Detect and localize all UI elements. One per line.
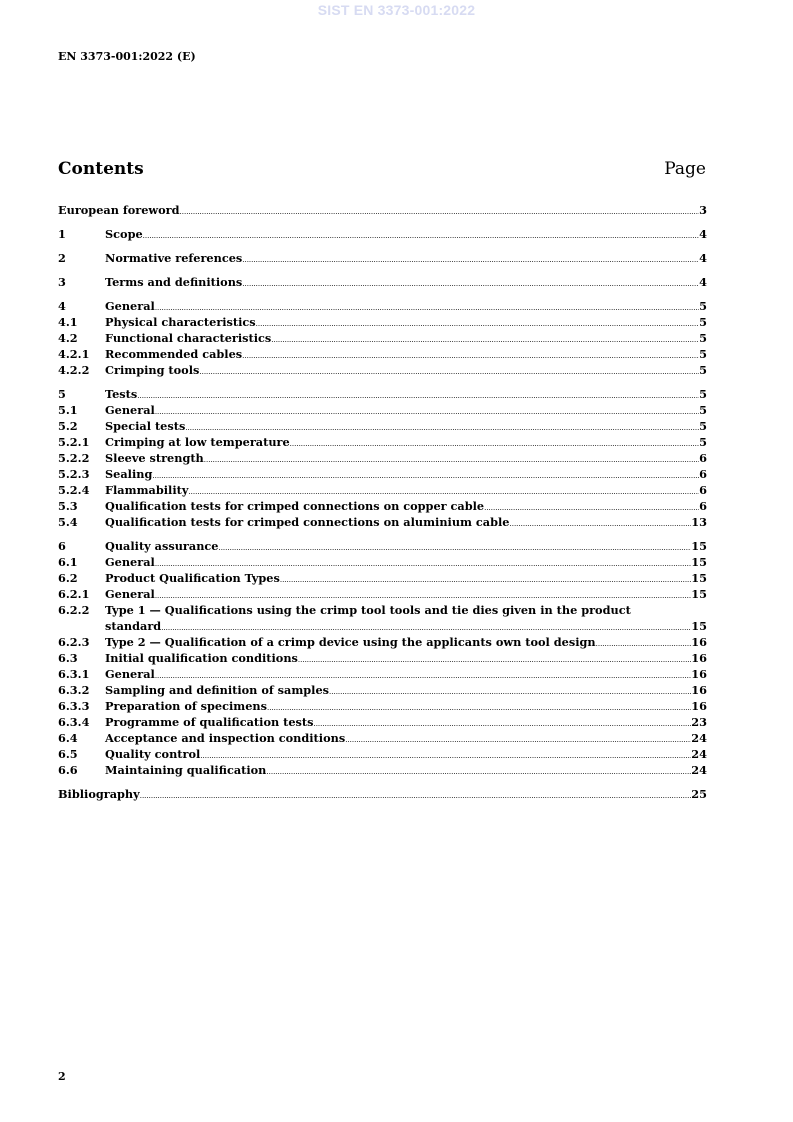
toc-entry-scope[interactable] [58,226,707,242]
toc-entry-number: 6.2.3 [58,635,90,649]
toc-entry-page: 5 [699,403,707,417]
table-of-contents [58,202,707,802]
watermark: SIST EN 3373-001:2022 [317,2,476,18]
toc-entry-number: 6.5 [58,747,78,761]
toc-entry-page: 15 [691,619,707,633]
toc-entry-page: 16 [691,651,707,665]
toc-entry-title: Acceptance and inspection conditions [105,731,346,745]
toc-entry-number: 5.4 [58,515,78,529]
toc-entry-title: Sampling and definition of samples [105,683,330,697]
toc-entry-page: 4 [699,275,707,289]
toc-entry-page: 16 [691,635,707,649]
toc-entry-title: General [105,667,155,681]
toc-entry-title: Quality assurance [105,539,219,553]
toc-entry-page: 5 [699,387,707,401]
leader-dots [266,762,691,780]
leader-dots [510,514,692,532]
toc-entry-programme-of-tests[interactable] [58,714,707,730]
toc-entry-sealing[interactable] [58,466,707,482]
toc-entry-qualification-aluminium[interactable] [58,514,707,530]
toc-entry-page: 5 [699,363,707,377]
toc-entry-page: 6 [699,467,707,481]
page-column-label: Page [664,159,706,179]
toc-entry-number: 5.2 [58,419,78,433]
contents-title: Contents [58,159,144,179]
toc-entry-title: Maintaining qualification [105,763,267,777]
toc-entry-page: 15 [691,555,707,569]
toc-entry-number: 5.3 [58,499,78,513]
toc-entry-initial-qualification-conditions[interactable] [58,650,707,666]
toc-entry-title: Recommended cables [105,347,243,361]
toc-entry-title: Type 2 — Qualification of a crimp device using the applicants own tool design [105,635,596,649]
toc-entry-number: 6.2 [58,571,78,585]
toc-entry-page: 25 [691,787,707,801]
toc-entry-number: 2 [58,251,66,265]
toc-entry-number: 6.3.3 [58,699,90,713]
toc-entry-title: Physical characteristics [105,315,256,329]
toc-entry-bibliography[interactable] [58,786,707,802]
toc-entry-number: 5 [58,387,66,401]
toc-entry-page: 6 [699,451,707,465]
toc-entry-number: 6.3.1 [58,667,90,681]
toc-entry-number: 6 [58,539,66,553]
toc-entry-title: Preparation of specimens [105,699,267,713]
toc-entry-number: 6.3 [58,651,78,665]
toc-entry-number: 5.2.2 [58,451,90,465]
toc-entry-page: 5 [699,315,707,329]
toc-entry-sampling[interactable] [58,682,707,698]
toc-entry-number: 4.2.2 [58,363,90,377]
toc-entry-crimping-tools[interactable] [58,362,707,378]
toc-entry-quality-assurance[interactable] [58,538,707,554]
toc-entry-sleeve-strength[interactable] [58,450,707,466]
toc-entry-page: 5 [699,299,707,313]
toc-entry-title: General [105,555,155,569]
toc-entry-page: 13 [691,515,707,529]
toc-entry-title: Crimping tools [105,363,200,377]
leader-dots [242,274,699,292]
toc-entry-recommended-cables[interactable] [58,346,707,362]
toc-entry-title: Special tests [105,419,186,433]
toc-entry-title: Bibliography [58,787,140,801]
leader-dots [242,250,699,268]
toc-entry-title: Sealing [105,467,153,481]
toc-entry-title: Qualification tests for crimped connections on aluminium cable [105,515,510,529]
toc-entry-title: Type 1 — Qualifications using the crimp tool tools and tie dies given in the product [105,603,631,617]
leader-dots [199,362,699,380]
toc-entry-number: 6.1 [58,555,78,569]
toc-entry-title: European foreword [58,203,180,217]
toc-entry-page: 24 [691,731,707,745]
toc-entry-acceptance-inspection[interactable] [58,730,707,746]
toc-entry-page: 16 [691,699,707,713]
toc-entry-number: 1 [58,227,66,241]
toc-entry-page: 24 [691,763,707,777]
toc-entry-page: 6 [699,483,707,497]
toc-entry-physical-characteristics[interactable] [58,314,707,330]
toc-entry-number: 3 [58,275,66,289]
toc-entry-title: Flammability [105,483,189,497]
toc-entry-title: Crimping at low temperature [105,435,290,449]
toc-entry-tests[interactable] [58,386,707,402]
toc-entry-number: 5.2.4 [58,483,90,497]
toc-entry-title: Qualification tests for crimped connections on copper cable [105,499,485,513]
toc-entry-type-1-qualifications[interactable] [58,602,707,634]
toc-entry-product-qualification-types[interactable] [58,570,707,586]
toc-entry-number: 4.2.1 [58,347,90,361]
toc-entry-title: General [105,403,155,417]
toc-entry-page: 5 [699,435,707,449]
toc-entry-title: Normative references [105,251,243,265]
toc-entry-number: 4 [58,299,66,313]
toc-entry-page: 15 [691,587,707,601]
toc-entry-number: 5.1 [58,403,78,417]
toc-entry-special-tests[interactable] [58,418,707,434]
toc-entry-title: Quality control [105,747,201,761]
leader-dots [143,226,699,244]
toc-entry-number: 6.3.2 [58,683,90,697]
toc-entry-title: Sleeve strength [105,451,204,465]
toc-entry-page: 15 [691,571,707,585]
toc-entry-title: Product Qualification Types [105,571,280,585]
toc-entry-title: General [105,299,155,313]
toc-entry-page: 16 [691,667,707,681]
toc-entry-page: 5 [699,347,707,361]
leader-dots [140,786,692,804]
toc-entry-page: 4 [699,227,707,241]
toc-entry-pqt-general[interactable] [58,586,707,602]
toc-entry-number: 5.2.3 [58,467,90,481]
document-id: EN 3373-001:2022 (E) [58,50,196,63]
toc-entry-title: General [105,587,155,601]
toc-entry-number: 4.2 [58,331,78,345]
toc-entry-number: 6.2.2 [58,603,90,617]
toc-entry-page: 23 [691,715,707,729]
toc-entry-page: 24 [691,747,707,761]
toc-entry-page: 6 [699,499,707,513]
toc-entry-title: Terms and definitions [105,275,243,289]
toc-entry-type-2-qualification[interactable] [58,634,707,650]
toc-entry-number: 6.6 [58,763,78,777]
toc-entry-maintaining-qualification[interactable] [58,762,707,778]
toc-entry-page: 4 [699,251,707,265]
toc-entry-number: 6.4 [58,731,78,745]
toc-entry-quality-control[interactable] [58,746,707,762]
toc-entry-number: 6.2.1 [58,587,90,601]
toc-entry-page: 15 [691,539,707,553]
leader-dots [180,202,700,220]
toc-entry-page: 3 [699,203,707,217]
toc-entry-number: 6.3.4 [58,715,90,729]
toc-entry-qualification-copper[interactable] [58,498,707,514]
toc-entry-number: 4.1 [58,315,78,329]
toc-entry-crimping-low-temperature[interactable] [58,434,707,450]
toc-entry-page: 16 [691,683,707,697]
toc-entry-page: 5 [699,331,707,345]
toc-entry-european-foreword[interactable] [58,202,707,218]
toc-entry-qa-general[interactable] [58,554,707,570]
toc-entry-title: Initial qualification conditions [105,651,298,665]
footer-page-number: 2 [58,1070,66,1083]
toc-entry-normative-references[interactable] [58,250,707,266]
toc-entry-iqc-general[interactable] [58,666,707,682]
toc-entry-title: Scope [105,227,143,241]
toc-entry-terms-and-definitions[interactable] [58,274,707,290]
toc-entry-preparation-of-specimens[interactable] [58,698,707,714]
toc-entry-page: 5 [699,419,707,433]
toc-entry-functional-characteristics[interactable] [58,330,707,346]
toc-entry-title: Programme of qualification tests [105,715,314,729]
toc-entry-tests-general[interactable] [58,402,707,418]
toc-entry-title: Tests [105,387,138,401]
toc-entry-general[interactable] [58,298,707,314]
toc-entry-flammability[interactable] [58,482,707,498]
toc-entry-title: Functional characteristics [105,331,272,345]
toc-entry-title-continuation: standard [105,619,162,633]
toc-entry-number: 5.2.1 [58,435,90,449]
